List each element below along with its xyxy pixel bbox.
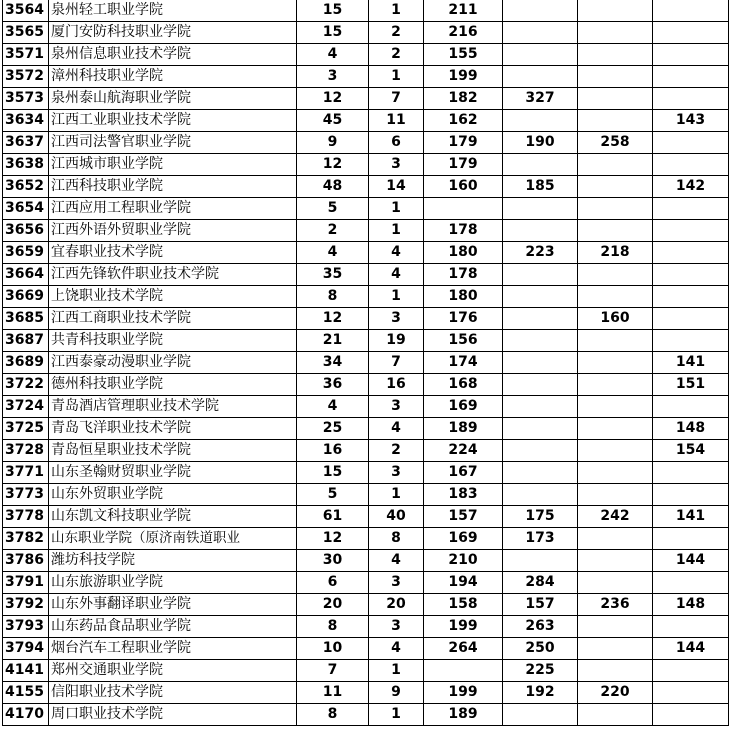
table-row (3, 264, 729, 286)
value-cell-3: 156 (424, 330, 503, 352)
value-cell-3: 178 (424, 220, 503, 242)
value-cell-3: 199 (424, 682, 503, 704)
value-cell-2: 2 (369, 22, 424, 44)
value-cell-2: 19 (369, 330, 424, 352)
value-cell-4 (503, 330, 578, 352)
table-row (3, 330, 729, 352)
value-cell-4 (503, 0, 578, 22)
value-cell-4: 327 (503, 88, 578, 110)
table-row (3, 176, 729, 198)
table-row (3, 286, 729, 308)
school-code-cell: 4155 (3, 682, 49, 704)
school-code-cell: 3565 (3, 22, 49, 44)
value-cell-1: 12 (297, 88, 369, 110)
value-cell-3: 183 (424, 484, 503, 506)
value-cell-5 (578, 264, 653, 286)
value-cell-6 (653, 220, 729, 242)
value-cell-3: 180 (424, 242, 503, 264)
value-cell-1: 11 (297, 682, 369, 704)
value-cell-5 (578, 374, 653, 396)
value-cell-5: 258 (578, 132, 653, 154)
value-cell-1: 45 (297, 110, 369, 132)
school-name-cell: 山东外贸职业学院 (49, 484, 297, 506)
table-row (3, 572, 729, 594)
school-code-cell: 3792 (3, 594, 49, 616)
value-cell-2: 3 (369, 308, 424, 330)
value-cell-5 (578, 440, 653, 462)
value-cell-6: 141 (653, 506, 729, 528)
table-row (3, 616, 729, 638)
value-cell-1: 16 (297, 440, 369, 462)
value-cell-6 (653, 330, 729, 352)
school-code-cell: 3771 (3, 462, 49, 484)
school-code-cell: 3656 (3, 220, 49, 242)
value-cell-2: 6 (369, 132, 424, 154)
value-cell-4: 157 (503, 594, 578, 616)
table-row (3, 506, 729, 528)
school-code-cell: 3664 (3, 264, 49, 286)
school-name-cell: 山东旅游职业学院 (49, 572, 297, 594)
value-cell-5 (578, 704, 653, 726)
value-cell-4 (503, 110, 578, 132)
value-cell-4 (503, 374, 578, 396)
school-name-cell: 江西外语外贸职业学院 (49, 220, 297, 242)
value-cell-6 (653, 44, 729, 66)
table-row (3, 88, 729, 110)
value-cell-3: 179 (424, 154, 503, 176)
value-cell-6 (653, 572, 729, 594)
value-cell-6 (653, 22, 729, 44)
school-code-cell: 4170 (3, 704, 49, 726)
value-cell-5 (578, 88, 653, 110)
value-cell-4: 175 (503, 506, 578, 528)
value-cell-4 (503, 220, 578, 242)
value-cell-4: 190 (503, 132, 578, 154)
value-cell-5 (578, 66, 653, 88)
value-cell-3: 162 (424, 110, 503, 132)
value-cell-2: 7 (369, 88, 424, 110)
value-cell-3 (424, 660, 503, 682)
value-cell-5 (578, 330, 653, 352)
school-name-cell: 信阳职业技术学院 (49, 682, 297, 704)
school-code-cell: 3778 (3, 506, 49, 528)
value-cell-5 (578, 220, 653, 242)
value-cell-3: 211 (424, 0, 503, 22)
value-cell-4 (503, 22, 578, 44)
value-cell-5: 220 (578, 682, 653, 704)
value-cell-1: 5 (297, 484, 369, 506)
value-cell-3: 174 (424, 352, 503, 374)
table-row (3, 308, 729, 330)
value-cell-3: 176 (424, 308, 503, 330)
value-cell-4: 173 (503, 528, 578, 550)
school-code-cell: 3638 (3, 154, 49, 176)
value-cell-1: 21 (297, 330, 369, 352)
value-cell-6 (653, 660, 729, 682)
school-name-cell: 山东凯文科技职业学院 (49, 506, 297, 528)
value-cell-2: 4 (369, 242, 424, 264)
value-cell-4: 185 (503, 176, 578, 198)
school-name-cell: 郑州交通职业学院 (49, 660, 297, 682)
school-name-cell: 漳州科技职业学院 (49, 66, 297, 88)
value-cell-5 (578, 110, 653, 132)
value-cell-1: 12 (297, 154, 369, 176)
school-code-cell: 3654 (3, 198, 49, 220)
table-row (3, 528, 729, 550)
value-cell-3: 224 (424, 440, 503, 462)
value-cell-3: 169 (424, 396, 503, 418)
value-cell-1: 30 (297, 550, 369, 572)
value-cell-5 (578, 660, 653, 682)
value-cell-4 (503, 198, 578, 220)
value-cell-2: 2 (369, 440, 424, 462)
table-row (3, 660, 729, 682)
value-cell-6 (653, 88, 729, 110)
value-cell-2: 3 (369, 572, 424, 594)
table-row (3, 132, 729, 154)
value-cell-2: 40 (369, 506, 424, 528)
school-name-cell: 山东外事翻译职业学院 (49, 594, 297, 616)
value-cell-6 (653, 616, 729, 638)
table-row (3, 682, 729, 704)
school-name-cell: 泉州信息职业技术学院 (49, 44, 297, 66)
value-cell-5: 218 (578, 242, 653, 264)
school-code-cell: 4141 (3, 660, 49, 682)
value-cell-2: 1 (369, 286, 424, 308)
value-cell-6 (653, 198, 729, 220)
school-name-cell: 烟台汽车工程职业学院 (49, 638, 297, 660)
value-cell-3: 167 (424, 462, 503, 484)
table-row (3, 242, 729, 264)
value-cell-1: 12 (297, 308, 369, 330)
school-name-cell: 共青科技职业学院 (49, 330, 297, 352)
value-cell-2: 1 (369, 198, 424, 220)
table-row (3, 22, 729, 44)
value-cell-4 (503, 154, 578, 176)
school-code-cell: 3724 (3, 396, 49, 418)
value-cell-2: 9 (369, 682, 424, 704)
value-cell-6 (653, 154, 729, 176)
value-cell-5 (578, 484, 653, 506)
value-cell-2: 16 (369, 374, 424, 396)
value-cell-4 (503, 704, 578, 726)
value-cell-1: 4 (297, 242, 369, 264)
value-cell-2: 7 (369, 352, 424, 374)
school-name-cell: 江西泰豪动漫职业学院 (49, 352, 297, 374)
school-name-cell: 青岛飞洋职业技术学院 (49, 418, 297, 440)
value-cell-5: 242 (578, 506, 653, 528)
value-cell-2: 1 (369, 0, 424, 22)
value-cell-3 (424, 198, 503, 220)
value-cell-1: 3 (297, 66, 369, 88)
value-cell-2: 8 (369, 528, 424, 550)
value-cell-2: 3 (369, 154, 424, 176)
school-code-cell: 3564 (3, 0, 49, 22)
table-row (3, 0, 729, 22)
school-name-cell: 周口职业技术学院 (49, 704, 297, 726)
value-cell-3: 216 (424, 22, 503, 44)
value-cell-2: 4 (369, 638, 424, 660)
school-name-cell: 泉州泰山航海职业学院 (49, 88, 297, 110)
value-cell-2: 1 (369, 660, 424, 682)
table-row (3, 110, 729, 132)
value-cell-1: 4 (297, 44, 369, 66)
value-cell-2: 4 (369, 418, 424, 440)
value-cell-2: 3 (369, 616, 424, 638)
table-row (3, 66, 729, 88)
value-cell-5 (578, 550, 653, 572)
value-cell-3: 179 (424, 132, 503, 154)
value-cell-6: 141 (653, 352, 729, 374)
value-cell-3: 189 (424, 418, 503, 440)
value-cell-3: 178 (424, 264, 503, 286)
value-cell-2: 4 (369, 550, 424, 572)
table-body (3, 0, 729, 726)
value-cell-1: 8 (297, 286, 369, 308)
school-name-cell: 江西工业职业技术学院 (49, 110, 297, 132)
value-cell-6 (653, 264, 729, 286)
value-cell-5 (578, 44, 653, 66)
value-cell-6: 154 (653, 440, 729, 462)
value-cell-3: 182 (424, 88, 503, 110)
value-cell-5 (578, 462, 653, 484)
value-cell-5 (578, 638, 653, 660)
value-cell-3: 169 (424, 528, 503, 550)
value-cell-3: 155 (424, 44, 503, 66)
school-name-cell: 青岛恒星职业技术学院 (49, 440, 297, 462)
school-code-cell: 3659 (3, 242, 49, 264)
value-cell-5 (578, 22, 653, 44)
value-cell-4 (503, 44, 578, 66)
value-cell-6: 144 (653, 638, 729, 660)
table-row (3, 198, 729, 220)
table-row (3, 352, 729, 374)
value-cell-4 (503, 396, 578, 418)
school-code-cell: 3685 (3, 308, 49, 330)
value-cell-5 (578, 198, 653, 220)
school-code-cell: 3573 (3, 88, 49, 110)
value-cell-3: 199 (424, 616, 503, 638)
table-row (3, 396, 729, 418)
value-cell-5 (578, 352, 653, 374)
table-row (3, 44, 729, 66)
value-cell-1: 6 (297, 572, 369, 594)
value-cell-3: 194 (424, 572, 503, 594)
value-cell-6 (653, 528, 729, 550)
value-cell-5 (578, 0, 653, 22)
value-cell-2: 2 (369, 44, 424, 66)
value-cell-1: 7 (297, 660, 369, 682)
school-name-cell: 宜春职业技术学院 (49, 242, 297, 264)
value-cell-6: 142 (653, 176, 729, 198)
value-cell-4 (503, 264, 578, 286)
school-code-cell: 3652 (3, 176, 49, 198)
value-cell-2: 3 (369, 462, 424, 484)
value-cell-2: 1 (369, 704, 424, 726)
value-cell-4: 263 (503, 616, 578, 638)
school-code-cell: 3572 (3, 66, 49, 88)
school-code-cell: 3634 (3, 110, 49, 132)
value-cell-4: 225 (503, 660, 578, 682)
school-code-cell: 3793 (3, 616, 49, 638)
value-cell-6 (653, 0, 729, 22)
value-cell-5: 236 (578, 594, 653, 616)
value-cell-5 (578, 176, 653, 198)
table-row (3, 220, 729, 242)
school-name-cell: 江西司法警官职业学院 (49, 132, 297, 154)
value-cell-5 (578, 528, 653, 550)
value-cell-4 (503, 308, 578, 330)
table-row (3, 462, 729, 484)
value-cell-3: 158 (424, 594, 503, 616)
school-code-cell: 3791 (3, 572, 49, 594)
value-cell-6 (653, 396, 729, 418)
school-code-cell: 3773 (3, 484, 49, 506)
value-cell-4 (503, 66, 578, 88)
value-cell-2: 14 (369, 176, 424, 198)
value-cell-2: 3 (369, 396, 424, 418)
value-cell-3: 210 (424, 550, 503, 572)
table-row (3, 594, 729, 616)
value-cell-1: 48 (297, 176, 369, 198)
table-row (3, 704, 729, 726)
value-cell-1: 25 (297, 418, 369, 440)
value-cell-1: 4 (297, 396, 369, 418)
value-cell-6 (653, 462, 729, 484)
value-cell-3: 168 (424, 374, 503, 396)
value-cell-4 (503, 484, 578, 506)
value-cell-3: 157 (424, 506, 503, 528)
school-code-cell: 3687 (3, 330, 49, 352)
value-cell-6 (653, 286, 729, 308)
value-cell-4: 250 (503, 638, 578, 660)
school-name-cell: 山东药品食品职业学院 (49, 616, 297, 638)
school-code-cell: 3728 (3, 440, 49, 462)
value-cell-4: 192 (503, 682, 578, 704)
value-cell-6 (653, 132, 729, 154)
value-cell-1: 2 (297, 220, 369, 242)
value-cell-4 (503, 550, 578, 572)
value-cell-4: 284 (503, 572, 578, 594)
value-cell-3: 160 (424, 176, 503, 198)
school-code-cell: 3637 (3, 132, 49, 154)
value-cell-4 (503, 352, 578, 374)
value-cell-5 (578, 418, 653, 440)
value-cell-6 (653, 704, 729, 726)
value-cell-3: 189 (424, 704, 503, 726)
value-cell-1: 20 (297, 594, 369, 616)
school-code-cell: 3571 (3, 44, 49, 66)
school-code-cell: 3689 (3, 352, 49, 374)
value-cell-5 (578, 572, 653, 594)
school-code-cell: 3722 (3, 374, 49, 396)
value-cell-2: 1 (369, 220, 424, 242)
value-cell-1: 15 (297, 0, 369, 22)
value-cell-6 (653, 308, 729, 330)
table-row (3, 440, 729, 462)
value-cell-1: 8 (297, 704, 369, 726)
value-cell-5 (578, 286, 653, 308)
school-name-cell: 泉州轻工职业学院 (49, 0, 297, 22)
table-row (3, 418, 729, 440)
value-cell-2: 11 (369, 110, 424, 132)
value-cell-4 (503, 462, 578, 484)
school-name-cell: 江西应用工程职业学院 (49, 198, 297, 220)
value-cell-6: 151 (653, 374, 729, 396)
value-cell-6 (653, 682, 729, 704)
value-cell-1: 5 (297, 198, 369, 220)
value-cell-3: 199 (424, 66, 503, 88)
value-cell-1: 35 (297, 264, 369, 286)
value-cell-4: 223 (503, 242, 578, 264)
school-name-cell: 江西科技职业学院 (49, 176, 297, 198)
school-code-cell: 3669 (3, 286, 49, 308)
value-cell-5 (578, 396, 653, 418)
value-cell-1: 8 (297, 616, 369, 638)
school-name-cell: 山东职业学院（原济南铁道职业 (49, 528, 297, 550)
value-cell-5 (578, 616, 653, 638)
school-code-cell: 3786 (3, 550, 49, 572)
admission-table (2, 0, 729, 726)
value-cell-4 (503, 286, 578, 308)
value-cell-1: 10 (297, 638, 369, 660)
value-cell-6 (653, 242, 729, 264)
value-cell-6: 148 (653, 418, 729, 440)
school-name-cell: 德州科技职业学院 (49, 374, 297, 396)
school-name-cell: 江西城市职业学院 (49, 154, 297, 176)
school-code-cell: 3782 (3, 528, 49, 550)
value-cell-1: 15 (297, 22, 369, 44)
school-code-cell: 3725 (3, 418, 49, 440)
value-cell-3: 264 (424, 638, 503, 660)
table-row (3, 550, 729, 572)
value-cell-1: 61 (297, 506, 369, 528)
value-cell-5: 160 (578, 308, 653, 330)
value-cell-1: 12 (297, 528, 369, 550)
school-name-cell: 上饶职业技术学院 (49, 286, 297, 308)
school-code-cell: 3794 (3, 638, 49, 660)
table-row (3, 638, 729, 660)
value-cell-1: 9 (297, 132, 369, 154)
value-cell-6: 148 (653, 594, 729, 616)
value-cell-6: 143 (653, 110, 729, 132)
value-cell-1: 34 (297, 352, 369, 374)
value-cell-4 (503, 440, 578, 462)
value-cell-2: 20 (369, 594, 424, 616)
value-cell-1: 36 (297, 374, 369, 396)
value-cell-3: 180 (424, 286, 503, 308)
value-cell-1: 15 (297, 462, 369, 484)
value-cell-6: 144 (653, 550, 729, 572)
value-cell-2: 1 (369, 66, 424, 88)
school-name-cell: 江西工商职业技术学院 (49, 308, 297, 330)
value-cell-2: 4 (369, 264, 424, 286)
value-cell-2: 1 (369, 484, 424, 506)
school-name-cell: 山东圣翰财贸职业学院 (49, 462, 297, 484)
table-row (3, 154, 729, 176)
school-name-cell: 青岛酒店管理职业技术学院 (49, 396, 297, 418)
table-row (3, 484, 729, 506)
school-name-cell: 厦门安防科技职业学院 (49, 22, 297, 44)
value-cell-5 (578, 154, 653, 176)
value-cell-4 (503, 418, 578, 440)
table-row (3, 374, 729, 396)
value-cell-6 (653, 484, 729, 506)
school-name-cell: 江西先锋软件职业技术学院 (49, 264, 297, 286)
school-name-cell: 潍坊科技学院 (49, 550, 297, 572)
value-cell-6 (653, 66, 729, 88)
